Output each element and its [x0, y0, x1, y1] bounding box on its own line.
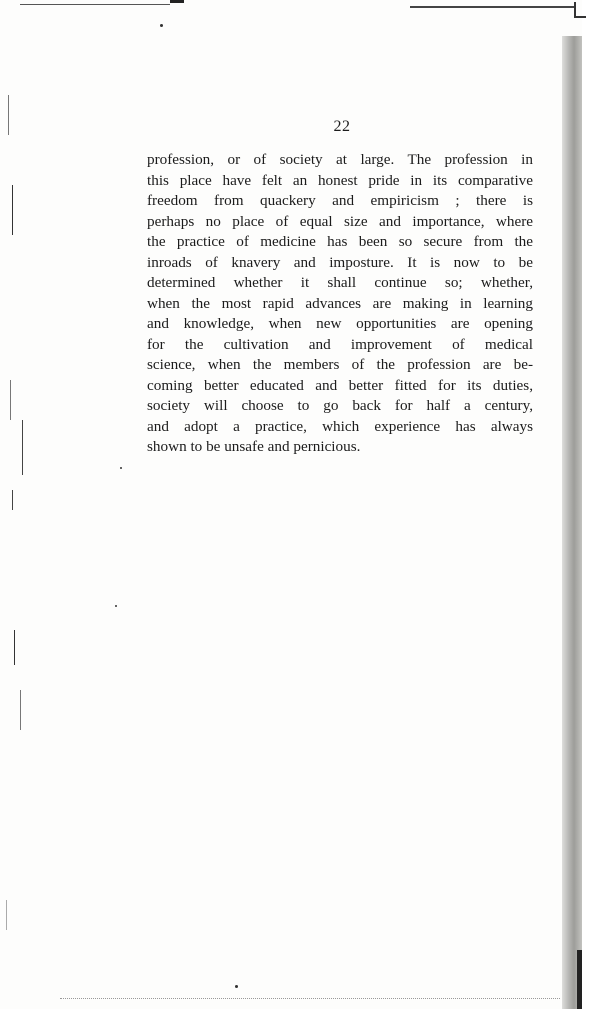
text-line: inroads of knavery and imposture. It is now to be — [147, 253, 533, 271]
page-spine-shadow — [562, 36, 582, 1009]
scan-mark — [8, 95, 9, 135]
text-line: science, when the members of the profession are be- — [147, 356, 533, 373]
text-line: perhaps no place of equal size and importance, where — [147, 212, 533, 230]
text-line: determined whether it shall continue so; whether, — [147, 274, 533, 291]
scan-speck — [160, 24, 163, 27]
scan-mark — [170, 0, 184, 3]
scan-speck — [115, 605, 117, 607]
scan-mark — [12, 185, 13, 235]
text-line: for the cultivation and improvement of medical — [147, 335, 533, 353]
scan-speck — [235, 985, 238, 988]
text-line: shown to be unsafe and pernicious. — [147, 438, 361, 455]
scan-corner-mark — [574, 2, 586, 18]
text-line: and adopt a practice, which experience has always — [147, 417, 533, 435]
text-line: and knowledge, when new opportunities are opening — [147, 315, 533, 332]
scan-mark — [20, 690, 21, 730]
page-number: 22 — [333, 118, 351, 135]
scan-mark — [6, 900, 7, 930]
text-line: when the most rapid advances are making in learning — [147, 294, 533, 312]
scan-speck — [120, 467, 122, 469]
scan-mark — [20, 4, 170, 5]
text-line: profession, or of society at large. The profession in — [147, 151, 533, 168]
text-line: coming better educated and better fitted for its duties, — [147, 376, 533, 394]
scan-mark — [410, 6, 575, 8]
scan-mark — [12, 490, 13, 510]
text-line: the practice of medicine has been so secure from the — [147, 233, 533, 250]
scan-mark — [14, 630, 15, 665]
scan-mark — [10, 380, 11, 420]
text-line: freedom from quackery and empiricism ; there is — [147, 192, 533, 209]
body-text — [147, 150, 533, 458]
text-line: society will choose to go back for half a century, — [147, 397, 533, 414]
scan-top-edge — [0, 0, 595, 12]
page-right-margin — [582, 0, 595, 1009]
scan-bottom-edge — [60, 998, 560, 1003]
text-line: this place have felt an honest pride in its comparative — [147, 171, 533, 189]
scan-mark — [22, 420, 23, 475]
